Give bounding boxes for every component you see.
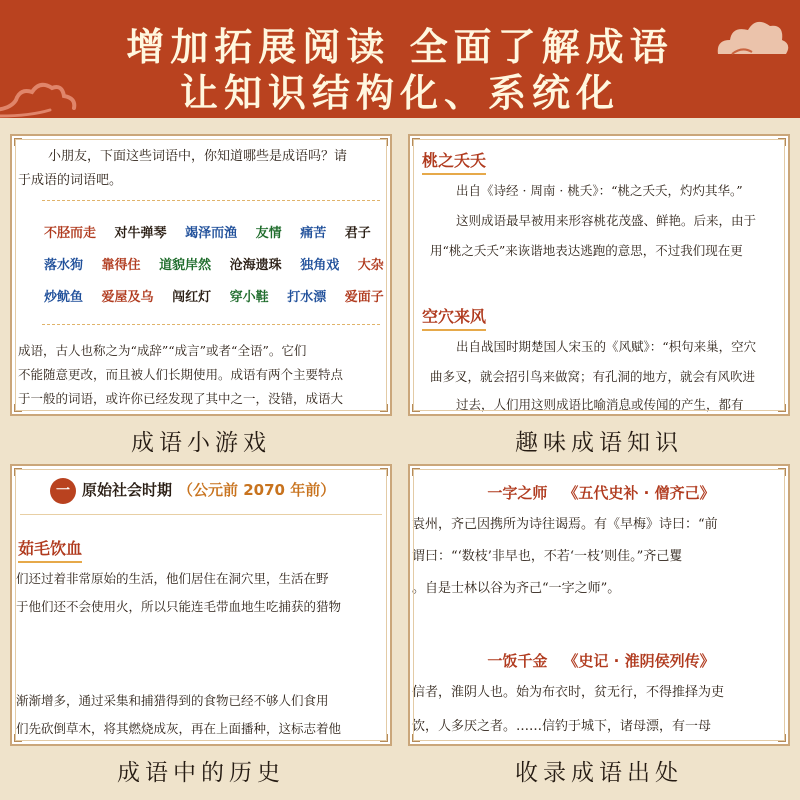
word-item[interactable]: 竭泽而渔 <box>185 226 238 241</box>
corner-ornament <box>380 468 388 476</box>
source-text-1-line3: 。自是士林以谷为齐己“一字之师”。 <box>412 581 621 596</box>
word-item[interactable]: 痛苦 <box>300 226 327 241</box>
word-item[interactable]: 穿小鞋 <box>229 290 269 305</box>
idiom-history-panel <box>10 464 392 746</box>
word-row-1 <box>44 222 385 241</box>
caption-idiom-knowledge: 趣味成语知识 <box>515 430 683 456</box>
word-item[interactable]: 靠得住 <box>101 258 141 273</box>
word-item[interactable]: 友情 <box>255 226 282 241</box>
divider <box>20 514 382 515</box>
knowledge-text-1-line3: 用“桃之夭夭”来诙谐地表达逃跑的意思，不过我们现在更 <box>430 243 743 258</box>
word-item[interactable]: 大杂 <box>357 258 384 273</box>
game-paragraph-line2: 不能随意更改，而且被人们长期使用。成语有两个主要特点 <box>18 367 344 382</box>
era-title: 原始社会时期 <box>82 481 173 499</box>
banner-title-line1: 增加拓展阅读 全面了解成语 <box>126 25 674 69</box>
corner-ornament <box>380 734 388 742</box>
game-paragraph-line3: 于一般的词语，或许你已经发现了其中之一，没错，成语大 <box>18 391 344 406</box>
word-item[interactable]: 沧海遗珠 <box>229 258 282 273</box>
corner-ornament <box>380 138 388 146</box>
history-text-line1: 们还过着非常原始的生活，他们居住在洞穴里，生活在野 <box>16 571 329 586</box>
source-book-1: 《五代史补 · 僧齐己》 <box>563 484 715 502</box>
corner-ornament <box>14 138 22 146</box>
corner-ornament <box>778 138 786 146</box>
word-item[interactable]: 爱面子 <box>344 290 384 305</box>
word-row-3 <box>44 286 392 305</box>
corner-ornament <box>412 468 420 476</box>
word-item[interactable]: 独角戏 <box>300 258 340 273</box>
knowledge-text-2-line2: 曲多叉，就会招引鸟来做窝；有孔洞的地方，就会有风吹进 <box>430 369 756 384</box>
knowledge-text-2-line1: 出自战国时期楚国人宋玉的《风赋》：“枳句来巢，空穴 <box>456 339 757 354</box>
source-text-2-line1: 信者，淮阴人也。始为布衣时，贫无行，不得推择为吏 <box>412 685 725 700</box>
word-item[interactable]: 君子 <box>344 226 371 241</box>
history-text-line4: 们先砍倒草木，将其燃烧成灰，再在上面播种，这标志着他 <box>16 721 342 736</box>
era-heading <box>50 478 335 504</box>
word-item[interactable]: 不胫而走 <box>44 226 97 241</box>
corner-ornament <box>778 468 786 476</box>
word-item[interactable]: 道貌岸然 <box>159 258 212 273</box>
word-row-2 <box>44 254 392 273</box>
source-idiom-2: 一饭千金 <box>487 652 548 670</box>
corner-ornament <box>380 404 388 412</box>
source-heading-2 <box>410 650 790 671</box>
dashed-divider <box>42 200 380 201</box>
word-item[interactable]: 落水狗 <box>44 258 84 273</box>
word-item[interactable]: 对牛弹琴 <box>114 226 167 241</box>
word-item[interactable]: 打水漂 <box>287 290 327 305</box>
corner-ornament <box>412 404 420 412</box>
word-item[interactable]: 闯红灯 <box>172 290 212 305</box>
caption-idiom-source: 收录成语出处 <box>515 760 683 786</box>
word-item[interactable]: 爱屋及乌 <box>101 290 154 305</box>
game-paragraph-line1: 成语，古人也称之为“成辞”“成言”或者“全语”。它们 <box>18 343 307 358</box>
banner-title-line2: 让知识结构化、系统化 <box>179 71 620 115</box>
idiom-knowledge-panel <box>408 134 790 416</box>
knowledge-text-1-line2: 这则成语最早被用来形容桃花茂盛、鲜艳。后来，由于 <box>456 213 757 228</box>
dashed-divider <box>42 324 380 325</box>
source-book-2: 《史记 · 淮阴侯列传》 <box>563 652 715 670</box>
era-number-badge: 一 <box>50 478 76 504</box>
idiom-source-panel <box>408 464 790 746</box>
knowledge-heading-1: 桃之夭夭 <box>422 148 486 175</box>
knowledge-text-1-line1: 出自《诗经 · 周南 · 桃夭》：“桃之夭夭，灼灼其华。” <box>456 183 743 198</box>
game-intro-line1: 小朋友，下面这些词语中，你知道哪些是成语吗？请 <box>48 149 348 164</box>
source-text-1-line1: 袁州，齐己因携所为诗往谒焉。有《早梅》诗曰：“前 <box>412 517 718 532</box>
source-text-1-line2: 谓曰：“‘数枝’非早也，不若‘一枝’则佳。”齐己矍 <box>412 549 683 564</box>
history-text-line3: 渐渐增多，通过采集和捕猎得到的食物已经不够人们食用 <box>16 693 329 708</box>
history-text-line2: 于他们还不会使用火，所以只能连毛带血地生吃捕获的猎物 <box>16 599 342 614</box>
corner-ornament <box>778 404 786 412</box>
history-idiom-heading: 茹毛饮血 <box>18 536 82 563</box>
knowledge-text-2-line3: 过去，人们用这则成语比喻消息或传闻的产生，都有 <box>456 397 744 412</box>
caption-idiom-history: 成语中的历史 <box>117 760 285 786</box>
corner-ornament <box>412 138 420 146</box>
idiom-game-panel <box>10 134 392 416</box>
knowledge-heading-2: 空穴来风 <box>422 304 486 331</box>
word-item[interactable]: 炒鱿鱼 <box>44 290 84 305</box>
game-intro-line2: 于成语的词语吧。 <box>18 173 123 188</box>
source-heading-1 <box>410 482 790 503</box>
source-idiom-1: 一字之师 <box>487 484 548 502</box>
corner-ornament <box>14 468 22 476</box>
caption-idiom-game: 成语小游戏 <box>131 430 271 456</box>
top-banner <box>0 0 800 118</box>
era-date: （公元前 2070 年前） <box>178 481 336 499</box>
source-text-2-line2: 饮，人多厌之者。……信钓于城下，诸母漂，有一母 <box>412 719 712 734</box>
corner-ornament <box>778 734 786 742</box>
